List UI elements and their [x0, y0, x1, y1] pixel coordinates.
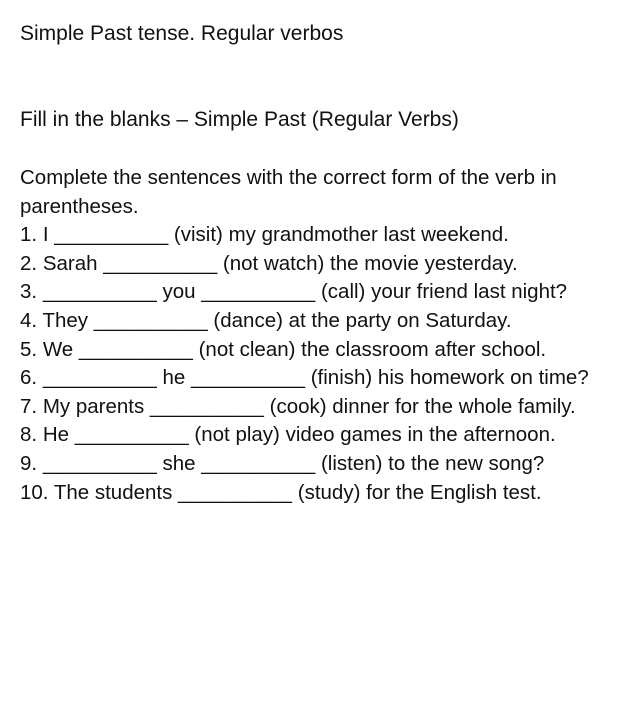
exercise-item — [20, 278, 632, 307]
exercise-item — [20, 393, 632, 422]
exercise-item — [20, 250, 632, 279]
exercise-item — [20, 479, 632, 508]
exercise-item — [20, 336, 632, 365]
exercise-sentence: I __________ (visit) my grandmother last weekend. — [42, 223, 509, 247]
exercise-item — [20, 421, 632, 450]
exercise-number: 7. — [20, 394, 38, 418]
worksheet-body — [20, 164, 632, 507]
exercise-number: 3. — [20, 280, 38, 304]
exercise-item — [20, 307, 632, 336]
exercise-sentence: They __________ (dance) at the party on Saturday. — [42, 308, 512, 332]
exercise-sentence: Sarah __________ (not watch) the movie yesterday. — [42, 251, 518, 275]
exercise-sentence: __________ you __________ (call) your friend last night? — [42, 280, 568, 304]
page-title: Simple Past tense. Regular verbos — [20, 22, 344, 45]
exercise-sentence: __________ she __________ (listen) to the new song? — [42, 451, 545, 475]
exercise-number: 8. — [20, 423, 38, 447]
exercise-sentence: __________ he __________ (finish) his homework on time? — [42, 366, 589, 390]
exercise-number: 1. — [20, 223, 38, 247]
exercise-number: 6. — [20, 366, 38, 390]
exercise-number: 9. — [20, 451, 38, 475]
worksheet-subtitle: Fill in the blanks – Simple Past (Regular Verbs) — [20, 108, 459, 131]
exercise-item — [20, 221, 632, 250]
exercise-number: 5. — [20, 337, 38, 361]
exercise-list — [20, 221, 632, 507]
instructions-text: Complete the sentences with the correct form of the verb in parentheses. — [20, 166, 557, 218]
exercise-item — [20, 450, 632, 479]
exercise-sentence: The students __________ (study) for the English test. — [53, 480, 542, 504]
exercise-item — [20, 364, 632, 393]
exercise-sentence: We __________ (not clean) the classroom after school. — [42, 337, 547, 361]
exercise-sentence: My parents __________ (cook) dinner for the whole family. — [42, 394, 576, 418]
exercise-number: 10. — [20, 480, 49, 504]
exercise-number: 2. — [20, 251, 38, 275]
exercise-number: 4. — [20, 308, 38, 332]
exercise-sentence: He __________ (not play) video games in the afternoon. — [42, 423, 556, 447]
